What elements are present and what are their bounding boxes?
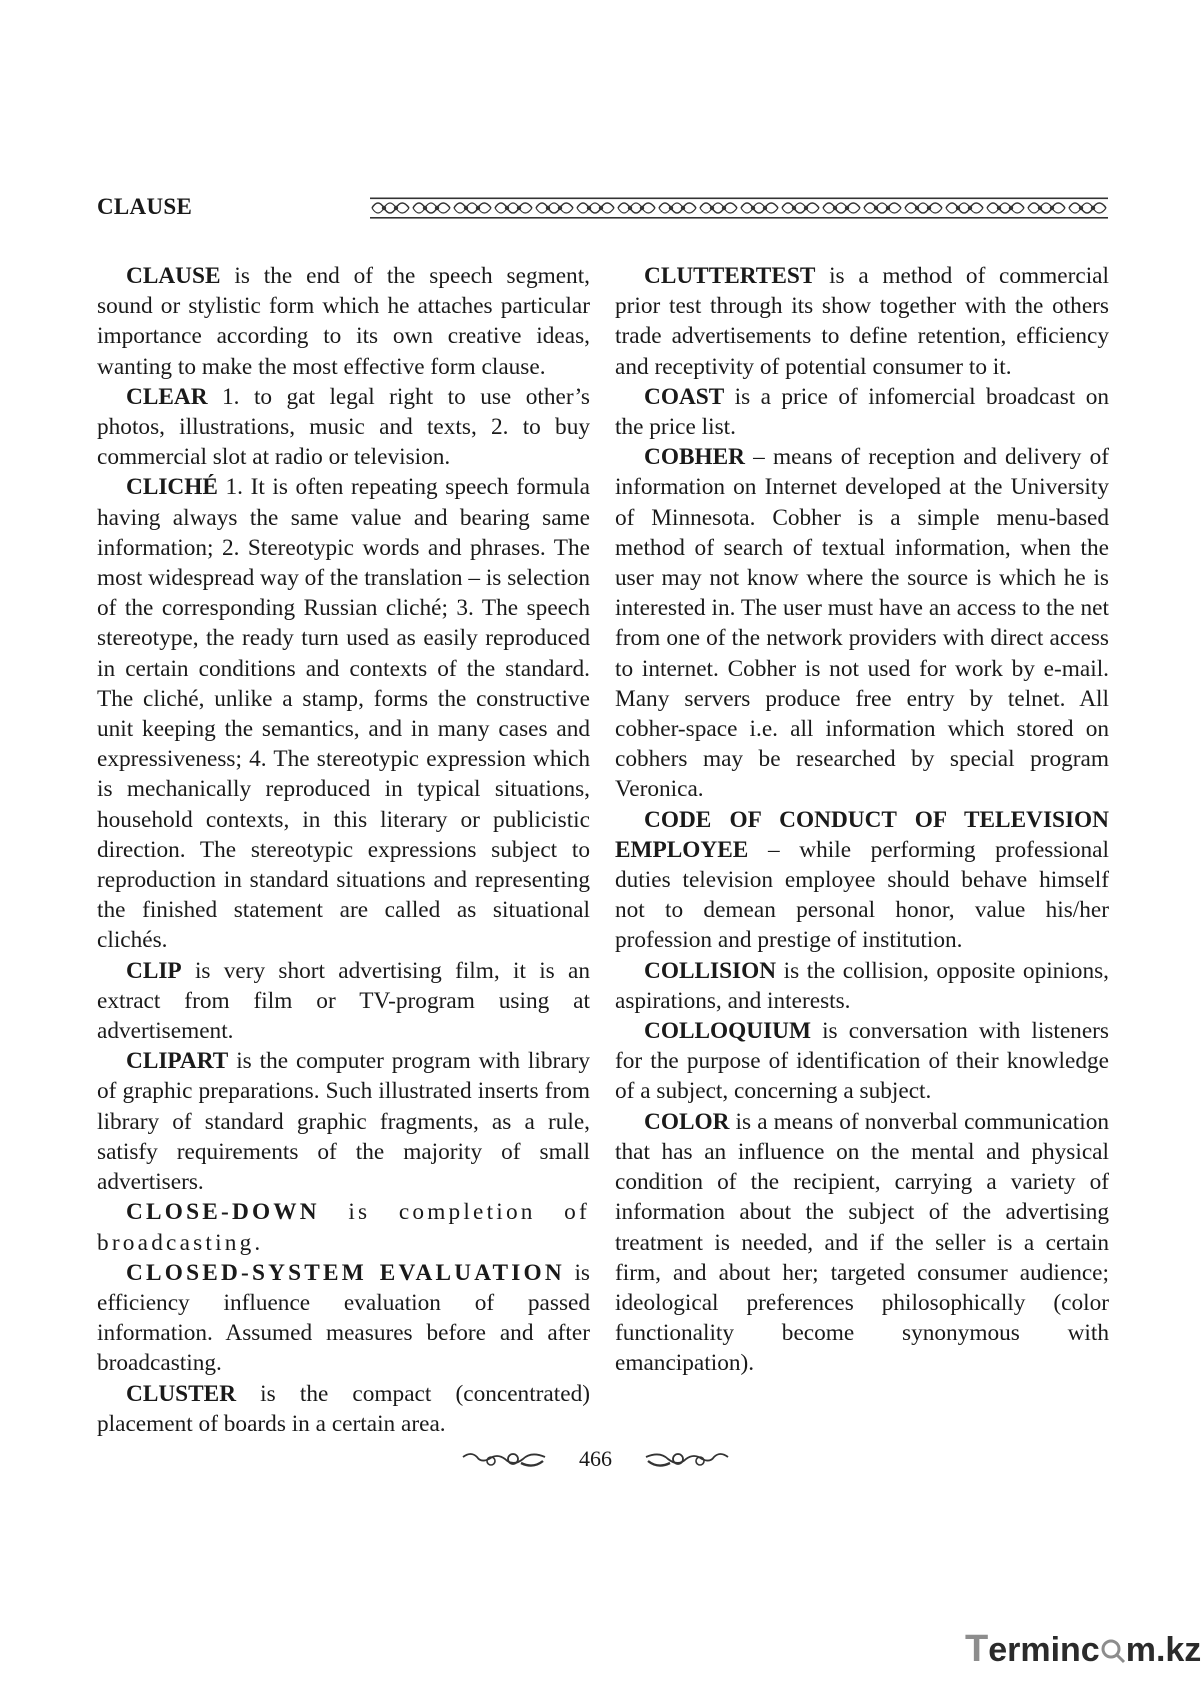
dictionary-entry <box>97 956 590 1047</box>
entry-definition: is a price of infomercial broadcast on the price list. <box>615 383 1109 441</box>
entry-definition: is the compact (concentrated) placement of boards in a certain area. <box>97 1380 590 1437</box>
dictionary-entry <box>97 382 590 473</box>
entry-term: COLOR <box>644 1108 730 1135</box>
dictionary-entry <box>97 1046 590 1197</box>
entry-definition: is conversation with listeners for the purpose of identification of their knowledge of a subject, concerning a subject. <box>615 1018 1109 1105</box>
entry-definition: – means of reception and delivery of information on Internet developed at the University of Minnesota. Cobher is a simple menu-based method of search of textual information, when the user may not know where the source is which he is interested in. The user must have an access to the net from one of the network providers with direct access to internet. Cobher is not used for work by e-mail. Many servers produce free entry by telnet. All cobher-space i.e. all information which stored on cobhers may be researched by special program Veronica. <box>615 444 1109 803</box>
entry-definition: is a means of nonverbal communication that has an influence on the mental and physical condition of the recipient, carrying a variety of information about the subject of the advertising treatment is needed, and if the seller is a certain firm, and about her; targeted consumer audience; ideological preferences philosophically (color functionality become synonymous with emancipation). <box>615 1108 1109 1377</box>
scroll-ornament-right-icon <box>644 1447 730 1471</box>
entry-definition: is the end of the speech segment, sound or stylistic form which he attaches particular importance according to its own creative ideas, wanting to make the most effective form clause. <box>97 263 590 380</box>
header-ornament-border <box>370 196 1108 220</box>
magnifier-o-icon <box>1100 1636 1126 1664</box>
right-column <box>615 261 1109 1379</box>
entry-definition: is efficiency influence evaluation of passed information. Assumed measures before and after broadcasting. <box>97 1259 590 1377</box>
logo-text-b: m.kz <box>1125 1631 1201 1669</box>
entry-definition: is very short advertising film, it is an extract from film or TV-program using at advertisement. <box>97 957 590 1045</box>
dictionary-entry <box>97 1197 590 1257</box>
entry-term: CLOSE-DOWN <box>126 1199 320 1226</box>
entry-term: COBHER <box>644 444 745 471</box>
entry-term: CLIP <box>126 957 182 984</box>
dictionary-entry <box>97 261 590 382</box>
logo-initial: T <box>965 1628 989 1670</box>
entry-term: CLUTTERTEST <box>644 263 816 289</box>
entry-term: COAST <box>644 383 725 410</box>
dictionary-entry <box>615 1016 1109 1107</box>
entry-term: CLEAR <box>126 383 208 410</box>
entry-definition: is the collision, opposite opinions, aspirations, and interests. <box>615 957 1109 1014</box>
scroll-ornament-left-icon <box>461 1447 547 1471</box>
dictionary-entry <box>97 1258 590 1379</box>
dictionary-entry <box>97 1379 590 1439</box>
dictionary-entry <box>615 805 1109 956</box>
entry-definition: 1. It is often repeating speech formula having always the same value and bearing same information; 2. Stereotypic words and phrases. The most widespread way of the translation – is selection of the corresponding Russian cliché; 3. The speech stereotype, the ready turn used as easily reproduced in certain conditions and contexts of the standard. The cliché, unlike a stamp, forms the constructive unit keeping the semantics, and in many cases and expressiveness; 4. The stereotypic expression which is mechanically reproduced in typical situations, household contexts, in this literary or publicistic direction. The stereotypic expressions subject to reproduction in standard situations and representing the finished statement are called as situational clichés. <box>97 474 590 954</box>
entry-term: CLUSTER <box>126 1380 237 1407</box>
entry-term: COLLISION <box>644 957 777 984</box>
entry-definition: is a method of commercial prior test through its show together with the others trade advertisements to define retention, efficiency and receptivity of potential consumer to it. <box>615 263 1109 380</box>
dictionary-entry <box>615 1107 1109 1379</box>
entry-term: CLICHÉ <box>126 474 218 501</box>
page-footer <box>0 1446 1191 1472</box>
entry-term: CODE OF CONDUCT OF TELEVISION EMPLOYEE <box>615 806 1109 863</box>
entry-definition: is the computer program with library of graphic preparations. Such illustrated inserts from library of standard graphic fragments, as a rule, satisfy requirements of the majority of small advertisers. <box>97 1048 590 1196</box>
page-number: 466 <box>579 1446 612 1471</box>
entry-definition: is completion of broadcasting. <box>97 1199 590 1256</box>
entry-term: CLAUSE <box>126 263 221 289</box>
entry-definition: – while performing professional duties television employee should behave himself not to demean personal honor, value his/her profession and prestige of institution. <box>615 836 1109 954</box>
running-head: CLAUSE <box>97 194 193 219</box>
dictionary-entry <box>615 442 1109 804</box>
termincom-logo <box>965 1628 1201 1671</box>
dictionary-entry <box>97 472 590 955</box>
entry-term: CLOSED-SYSTEM EVALUATION <box>126 1259 565 1286</box>
entry-term: COLLOQUIUM <box>644 1018 811 1045</box>
dictionary-entry <box>615 956 1109 1016</box>
logo-text-a: erminc <box>988 1631 1100 1669</box>
dictionary-entry <box>615 382 1109 442</box>
dictionary-entry <box>615 261 1109 382</box>
entry-term: CLIPART <box>126 1048 229 1075</box>
left-column <box>97 261 590 1439</box>
entry-definition: 1. to gat legal right to use other’s photos, illustrations, music and texts, 2. to buy commercial slot at radio or television. <box>97 383 590 471</box>
